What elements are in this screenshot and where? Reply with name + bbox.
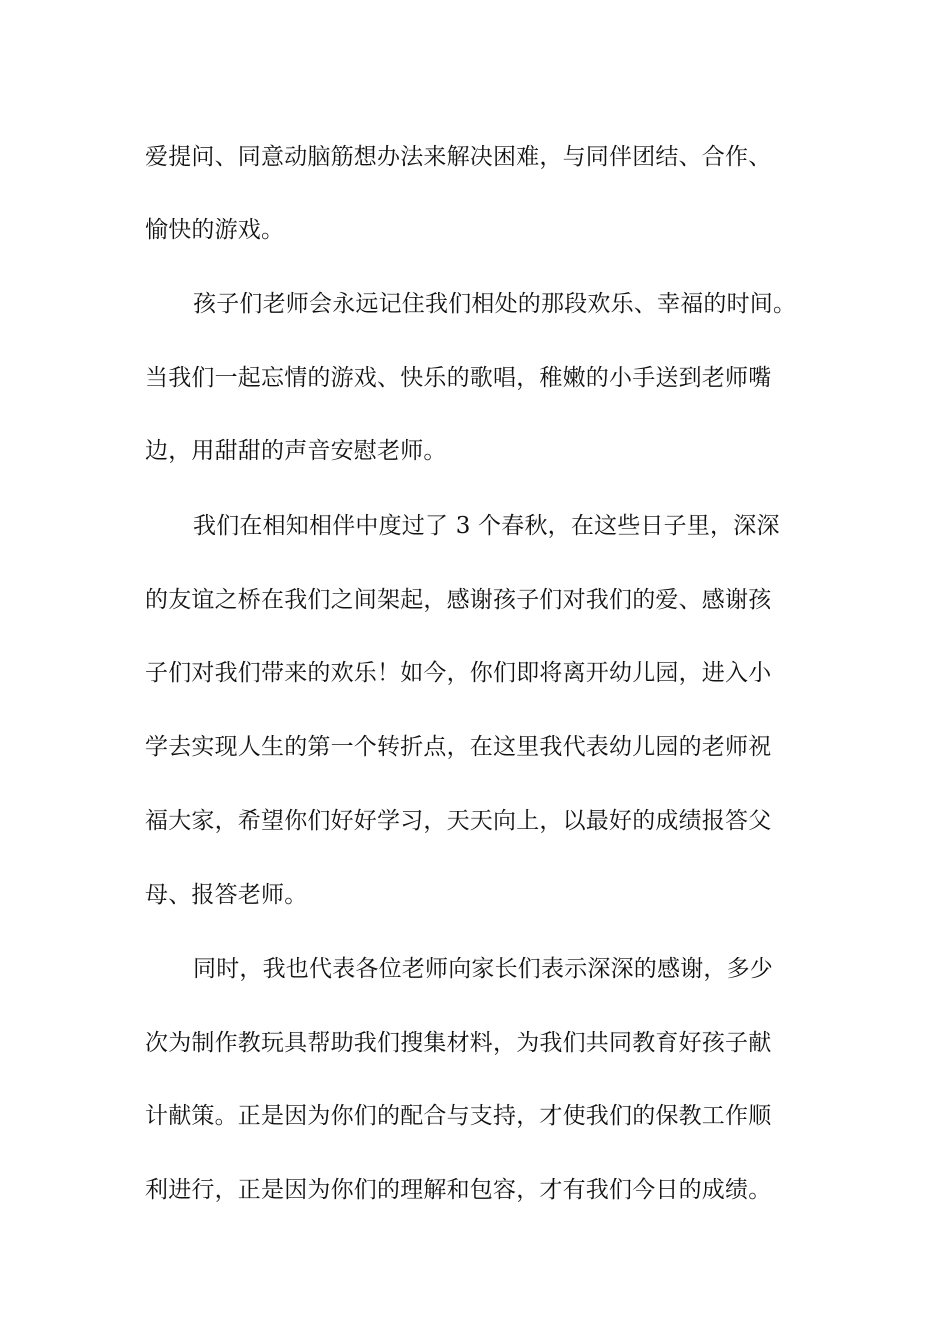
text-line: 福大家，希望你们好好学习，天天向上，以最好的成绩报答父 [145,808,772,834]
text-line: 当我们一起忘情的游戏、快乐的歌唱，稚嫩的小手送到老师嘴 [145,365,772,391]
text-line: 爱提问、同意动脑筋想办法来解决困难，与同伴团结、合作、 [145,144,772,170]
text-line: 愉快的游戏。 [145,217,285,243]
text-line: 子们对我们带来的欢乐！如今，你们即将离开幼儿园，进入小 [145,660,772,686]
text-line: 利进行，正是因为你们的理解和包容，才有我们今日的成绩。 [145,1177,772,1203]
paragraph-start-line: 孩子们老师会永远记住我们相处的那段欢乐、幸福的时间。 [193,291,797,317]
text-line: 母、报答老师。 [145,882,308,908]
text-line: 边，用甜甜的声音安慰老师。 [145,438,447,464]
text-line: 学去实现人生的第一个转折点，在这里我代表幼儿园的老师祝 [145,734,772,760]
text-line: 次为制作教玩具帮助我们搜集材料，为我们共同教育好孩子献 [145,1030,772,1056]
text-line: 计献策。正是因为你们的配合与支持，才使我们的保教工作顺 [145,1103,772,1129]
paragraph-start-line: 同时，我也代表各位老师向家长们表示深深的感谢，多少 [193,956,773,982]
paragraph-start-line: 我们在相知相伴中度过了 3 个春秋，在这些日子里，深深 [193,513,780,539]
text-line: 的友谊之桥在我们之间架起，感谢孩子们对我们的爱、感谢孩 [145,587,772,613]
